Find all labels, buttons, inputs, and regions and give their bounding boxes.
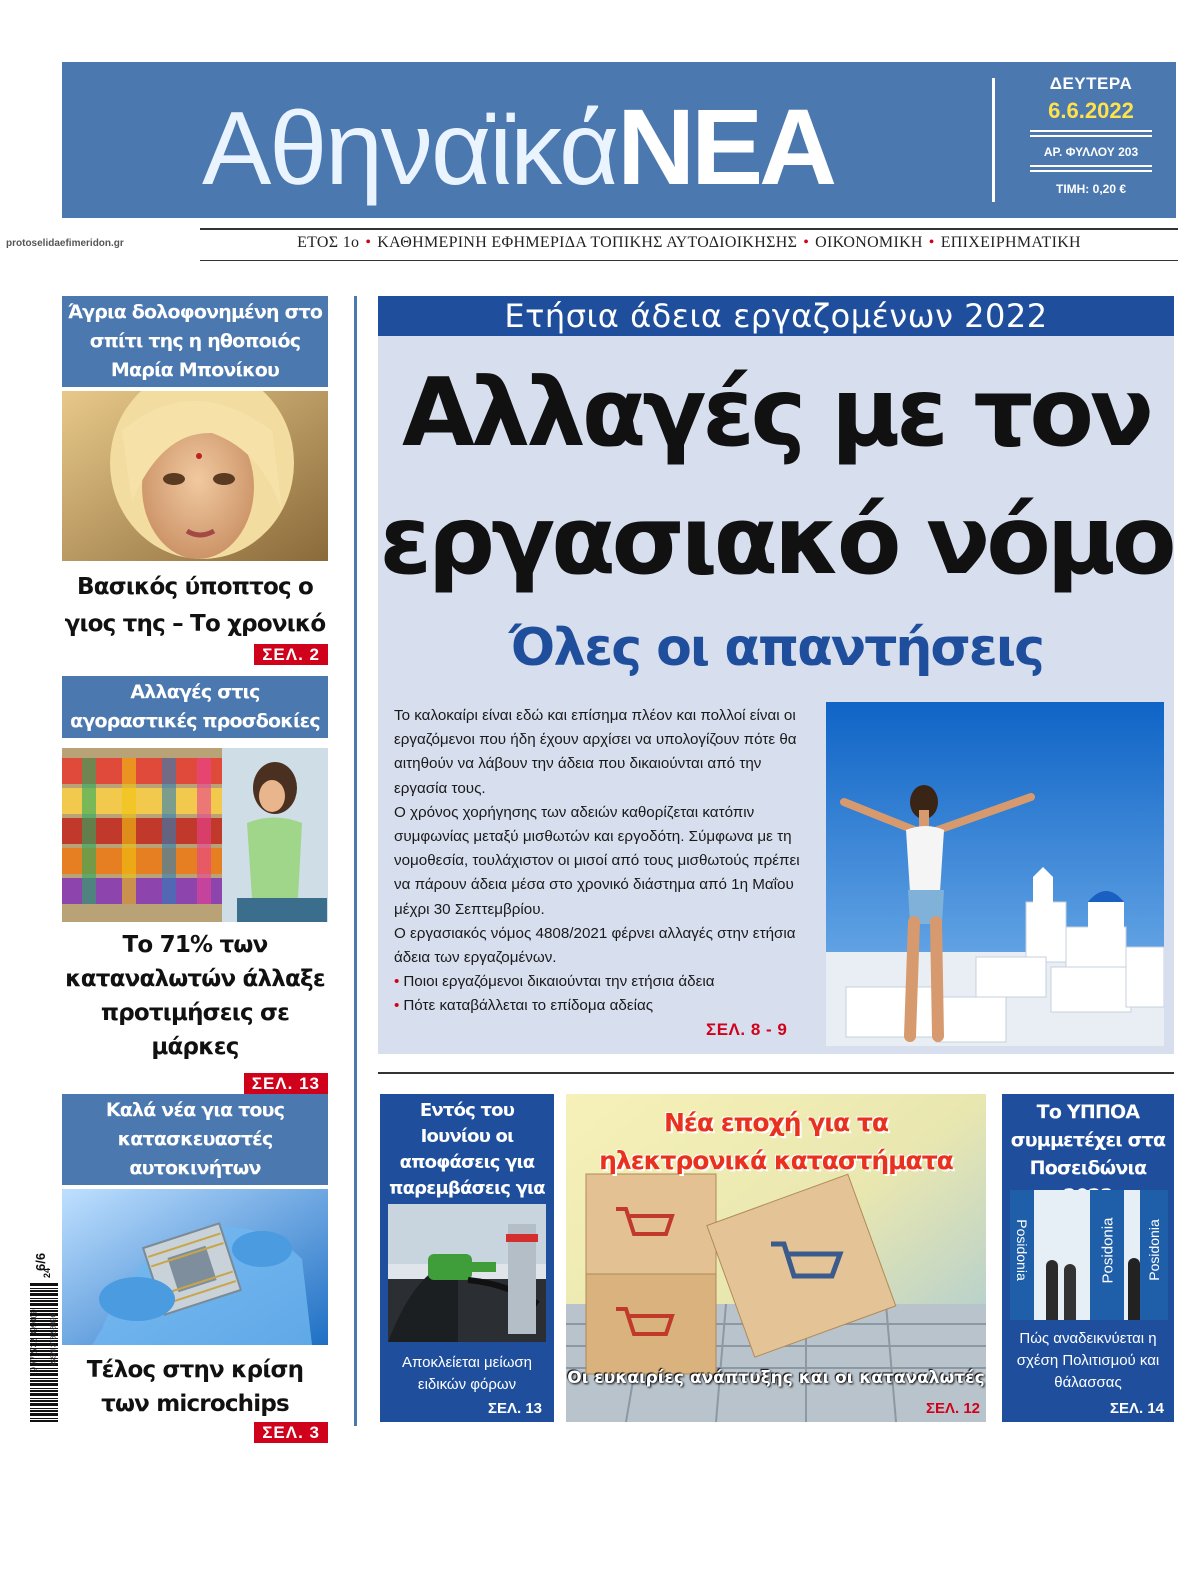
side-story-title: Τέλος στην κρίση των microchips <box>86 1357 304 1417</box>
side-story-title: Βασικός ύποπτος ο γιος της – Το χρονικό <box>64 574 326 637</box>
issue-sheet-number: ΑΡ. ΦΥΛΛΟΥ 203 <box>1043 145 1139 159</box>
issue-date: 6.6.2022 <box>1048 98 1134 123</box>
tagline-economic: ΟΙΚΟΝΟΜΙΚΗ <box>815 234 923 251</box>
lead-paragraph: Το καλοκαίρι είναι εδώ και επίσημα πλέον και πολλοί είναι οι εργαζόμενοι που ήδη έχουν αρχίσει να υπολογίζουν πότε θα αιτηθούν να λάβουν την άδεια που δικαιούνται από την εργασία τους. <box>394 707 797 797</box>
posidonia-banner-text: Posidonia <box>1146 1219 1162 1281</box>
bullet-dot-icon: • <box>394 997 400 1015</box>
tagline <box>200 234 1178 252</box>
page-ref[interactable]: ΣΕΛ. 14 <box>1109 1400 1164 1417</box>
side-story-kicker: Άγρια δολοφονημένη στο σπίτι της η ηθοποιός Μαρία Μπονίκου <box>62 296 328 387</box>
issue-label: 6/6 <box>33 1252 48 1271</box>
page-ref[interactable]: ΣΕΛ. 2 <box>254 644 328 665</box>
logo-thin: Αθηναϊκά <box>202 91 618 207</box>
posidonia-story[interactable] <box>1002 1094 1174 1422</box>
page-ref[interactable]: ΣΕΛ. 3 <box>254 1422 328 1443</box>
page-ref[interactable]: ΣΕΛ. 13 <box>244 1073 328 1094</box>
eshop-title-line: Νέα εποχή για τα <box>664 1108 888 1137</box>
source-site: protoselidaefimeridon.gr <box>6 238 124 249</box>
person-figure <box>1046 1260 1058 1320</box>
posidonia-photo <box>1010 1190 1168 1320</box>
tagline-year: ΕΤΟΣ 1ο <box>297 234 360 251</box>
lead-page-ref[interactable]: ΣΕΛ. 8 - 9 <box>706 1020 788 1039</box>
person-figure <box>1064 1264 1076 1320</box>
tagline-rule <box>200 228 1178 230</box>
tagline-separator: • <box>803 234 810 251</box>
column-divider <box>354 296 357 1426</box>
santorini-photo <box>826 702 1164 1046</box>
side-story-microchips[interactable] <box>62 1094 328 1443</box>
issue-rule <box>1030 135 1152 137</box>
logo-bold: ΝΕΑ <box>617 86 834 207</box>
lead-headline-line: εργασιακό νόμο <box>379 487 1173 596</box>
lead-kicker: Ετήσια άδεια εργαζομένων 2022 <box>378 296 1174 336</box>
masthead-divider <box>992 78 995 202</box>
eshop-story[interactable] <box>566 1094 986 1422</box>
microchip-photo <box>62 1189 328 1345</box>
issue-rule <box>1030 170 1152 172</box>
issue-price: ΤΙΜΗ: 0,20 € <box>1055 182 1127 196</box>
side-story-murder[interactable] <box>62 296 328 665</box>
tagline-rule <box>200 260 1178 261</box>
tagline-separator: • <box>365 234 372 251</box>
eshop-title <box>566 1104 986 1180</box>
issue-rule <box>1030 165 1152 167</box>
side-story-consumers[interactable] <box>62 676 328 1094</box>
posidonia-story-text: Πώς αναδεικνύεται η σχέση Πολιτισμού και θάλασσας <box>1016 1330 1160 1391</box>
person-figure <box>1128 1258 1140 1320</box>
eshop-caption: Οι ευκαιρίες ανάπτυξης και οι καταναλωτές <box>567 1368 985 1388</box>
bullet-dot-icon: • <box>394 973 400 991</box>
issn: ISSN 2732-8996 <box>50 1313 58 1366</box>
posidonia-story-title: Το ΥΠΠΟΑ συμμετέχει στα Ποσειδώνια <box>1010 1101 1166 1179</box>
issue-day: ΔΕΥΤΕΡΑ <box>1049 74 1133 93</box>
tagline-type: ΚΑΘΗΜΕΡΙΝΗ ΕΦΗΜΕΡΙΔΑ ΤΟΠΙΚΗΣ ΑΥΤΟΔΙΟΙΚΗΣΗΣ <box>377 234 798 251</box>
lead-headline-line: Αλλαγές με τον <box>402 359 1150 468</box>
supermarket-photo <box>62 748 328 922</box>
page-ref[interactable]: ΣΕΛ. 13 <box>487 1400 542 1417</box>
tagline-separator: • <box>928 234 935 251</box>
newspaper-logo[interactable] <box>202 84 834 207</box>
lead-bullet <box>394 970 814 994</box>
posidonia-banner-text: Posidonia <box>1099 1217 1117 1284</box>
tagline-business: ΕΠΙΧΕΙΡΗΜΑΤΙΚΗ <box>940 234 1081 251</box>
barcode-digits: 9 772732 899009 <box>29 1309 39 1372</box>
section-rule <box>378 1072 1174 1074</box>
issue-info <box>1026 74 1156 196</box>
issue-rule <box>1030 130 1152 132</box>
page-ref[interactable]: ΣΕΛ. 12 <box>925 1400 980 1417</box>
lead-paragraph: Ο χρόνος χορήγησης των αδειών καθορίζεται κατόπιν συμφωνίας μεταξύ μισθωτών και εργοδότη. Σύμφωνα με τη νομοθεσία, τουλάχιστον οι μισοί από τους μισθωτούς πρέπει να πάρουν άδεια μέσα στο χρονικό διάστημα από 1η Μαΐου μέχρι 30 Σεπτεμβρίου. <box>394 803 800 918</box>
fuel-story-title: Εντός του Ιουνίου οι αποφάσεις για παρεμβάσεις για <box>389 1100 545 1199</box>
lead-bullet-text: Ποιοι εργαζόμενοι δικαιούνται την ετήσια άδεια <box>403 973 715 991</box>
lead-bullet <box>394 994 814 1018</box>
fuel-pump-photo <box>388 1204 546 1342</box>
posidonia-banner-text: Posidonia <box>1014 1219 1030 1281</box>
actress-photo <box>62 391 328 561</box>
lead-headline[interactable] <box>378 350 1174 606</box>
barcode-block <box>26 1238 62 1428</box>
lead-paragraph: Ο εργασιακός νόμος 4808/2021 φέρνει αλλαγές στην ετήσια άδεια των εργαζομένων. <box>394 924 796 967</box>
side-story-kicker: Καλά νέα για τους κατασκευαστές αυτοκινήτων <box>62 1094 328 1185</box>
fuel-story[interactable] <box>380 1094 554 1422</box>
lead-body <box>394 704 814 1019</box>
fuel-story-text: Αποκλείεται μείωση ειδικών φόρων <box>401 1354 533 1393</box>
eshop-title-line: ηλεκτρονικά καταστήματα <box>599 1146 953 1175</box>
masthead <box>62 62 1176 218</box>
lead-subhead: Όλες οι απαντήσεις <box>509 618 1043 678</box>
lead-bullet-text: Πότε καταβάλλεται το επίδομα αδείας <box>403 997 654 1015</box>
side-story-kicker: Αλλαγές στις αγοραστικές προσδοκίες <box>62 676 328 738</box>
barcode-suffix: 24 <box>42 1267 52 1278</box>
side-story-title: Το 71% των καταναλωτών άλλαξε προτιμήσεις σε μάρκες <box>65 932 325 1060</box>
